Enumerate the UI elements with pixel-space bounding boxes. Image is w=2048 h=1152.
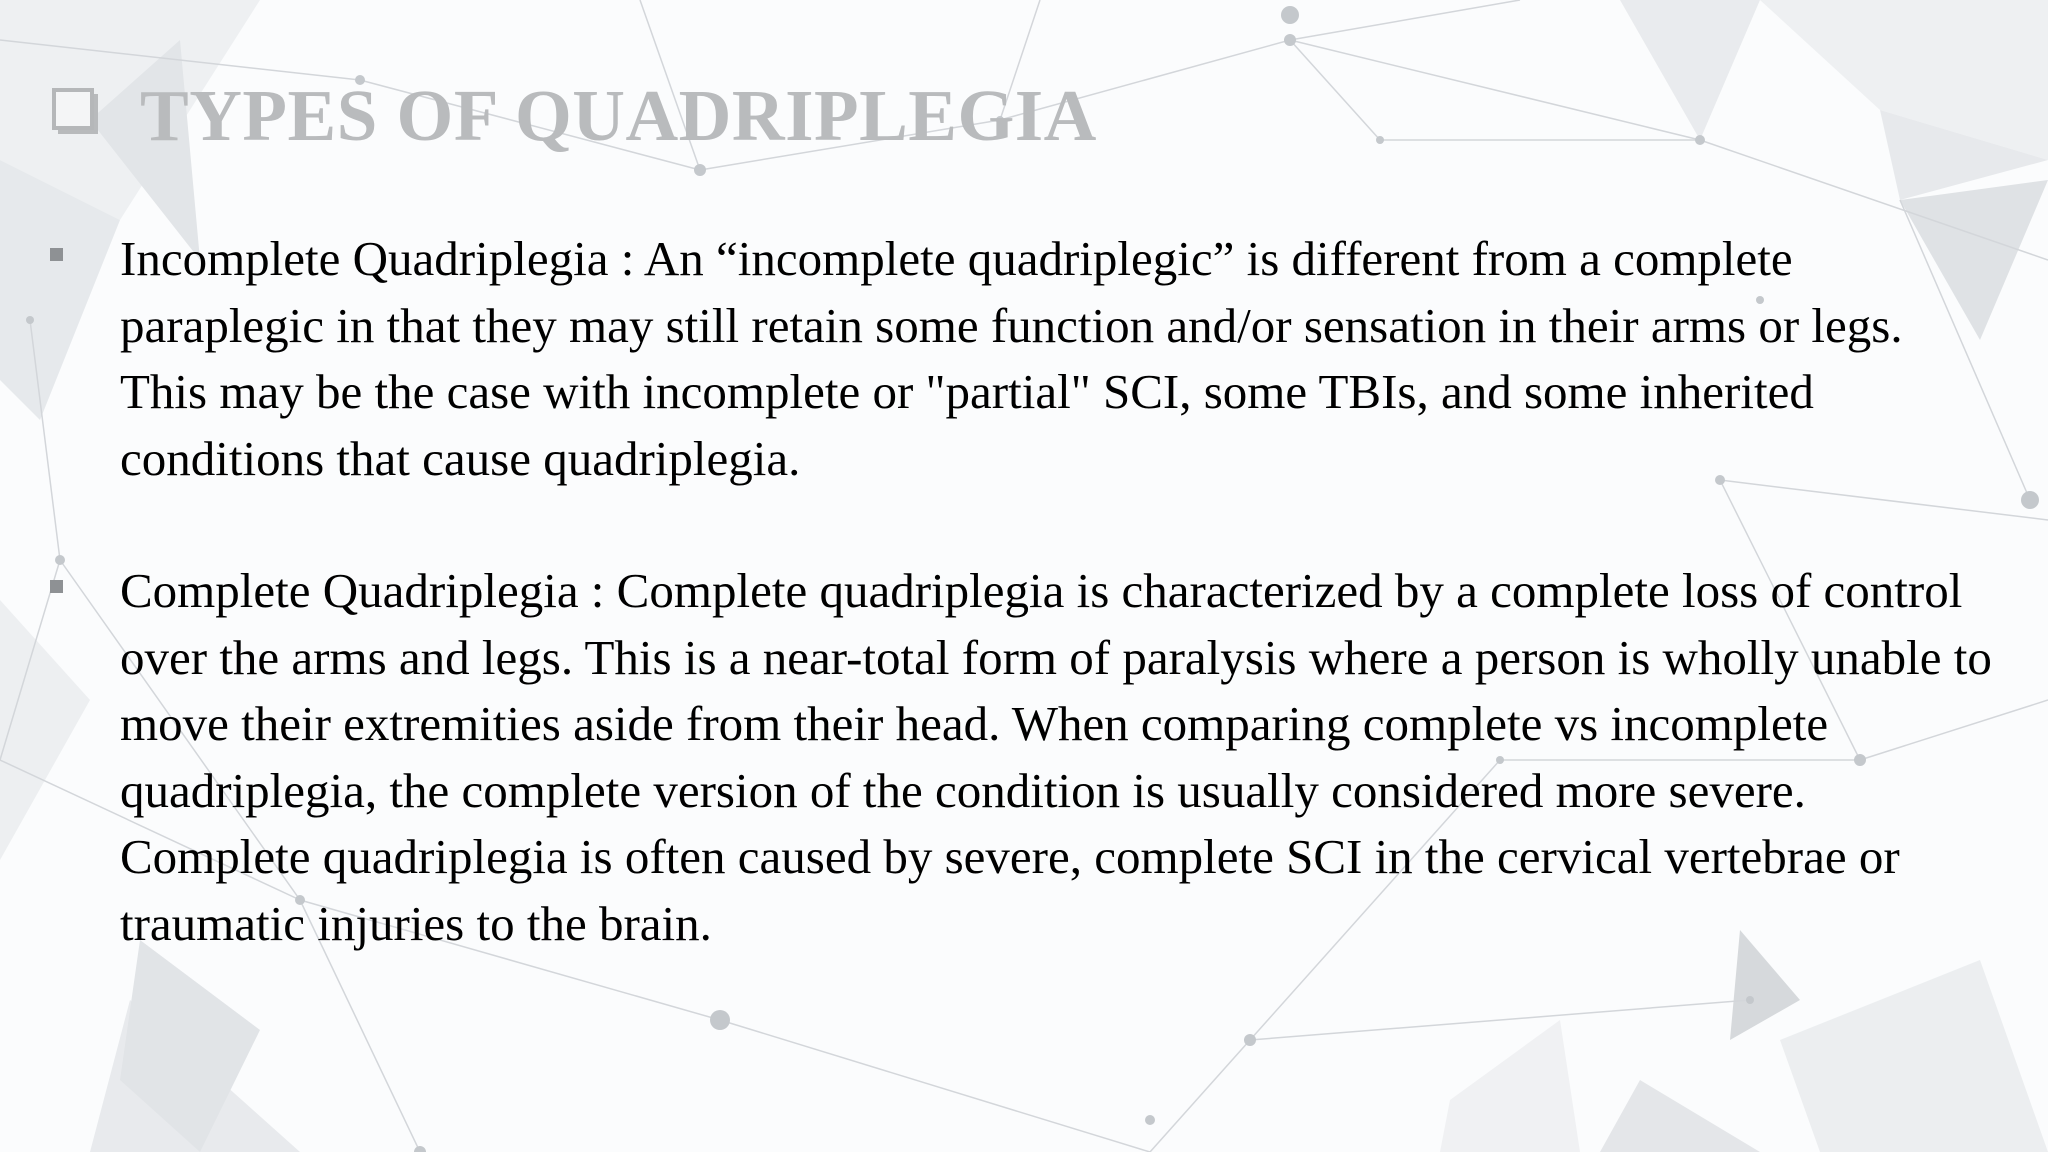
slide-title: TYPES OF QUADRIPLEGIA xyxy=(140,75,1097,156)
square-bullet-icon xyxy=(50,226,120,261)
title-row xyxy=(50,66,1097,166)
bullet-list xyxy=(50,226,2000,1023)
bullet-text-incomplete: Incomplete Quadriplegia : An “incomplete quadriplegic” is different from a complete paraplegic in that they may still retain some function and/or sensation in their arms or legs. This may be the case with incomplete or "partial" SCI, some TBIs, and some inherited conditions that cause quadriplegia. xyxy=(120,231,1903,486)
checkbox-square-icon xyxy=(50,76,102,156)
list-item xyxy=(50,226,2000,492)
square-bullet-icon xyxy=(50,558,120,593)
bullet-text-complete: Complete Quadriplegia : Complete quadriplegia is characterized by a complete loss of control over the arms and legs. This is a near-total form of paralysis where a person is wholly unable to move their extremities aside from their head. When comparing complete vs incomplete quadriplegia, the complete version of the condition is usually considered more severe. Complete quadriplegia is often caused by severe, complete SCI in the cervical vertebrae or traumatic injuries to the brain. xyxy=(120,563,1992,951)
list-item xyxy=(50,558,2000,957)
